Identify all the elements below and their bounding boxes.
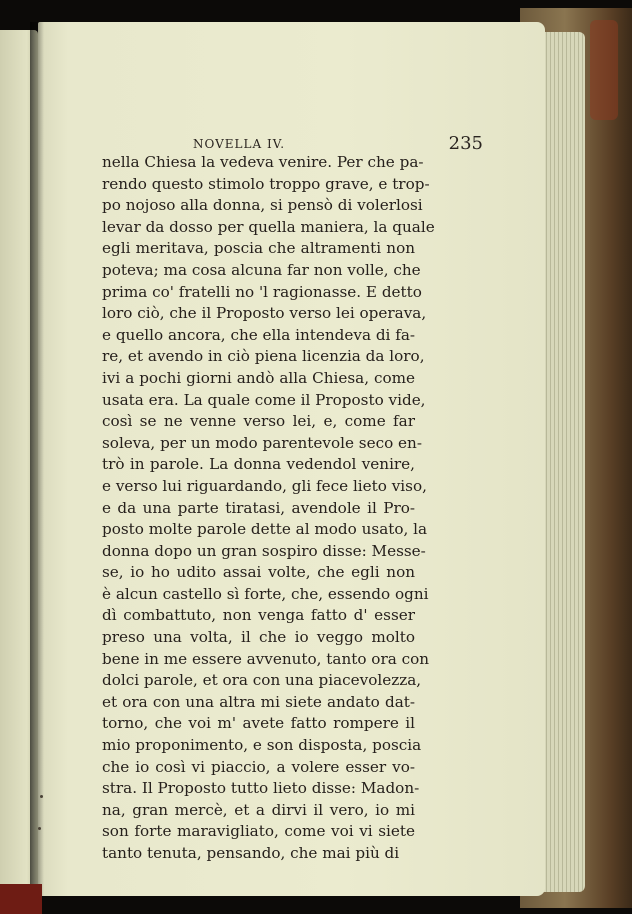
text-line: levar da dosso per quella maniera, la quale — [102, 217, 435, 236]
text-line: prima co' fratelli no 'l ragionasse. E detto — [102, 282, 422, 301]
text-line: rendo questo stimolo troppo grave, e trop- — [102, 174, 430, 193]
text-line: et ora con una altra mi siete andato dat- — [102, 692, 415, 711]
text-line: dolci parole, et ora con una piacevolezza, — [102, 671, 422, 690]
text-line: usata era. La quale come il Proposto vide, — [102, 390, 426, 409]
text-line: torno, che voi m' avete fatto rompere il — [102, 714, 415, 733]
text-line: così se ne venne verso lei, e, come far — [102, 412, 415, 431]
text-line: soleva, per un modo parentevole seco en- — [102, 433, 422, 452]
text-line: e da una parte tiratasi, avendole il Pro- — [102, 498, 415, 517]
text-line: preso una volta, il che io veggo molto — [102, 628, 415, 647]
body-text — [102, 152, 435, 865]
chapter-title: NOVELLA IV. — [193, 137, 286, 151]
text-line: poteva; ma cosa alcuna far non volle, che — [102, 260, 421, 279]
text-line: e verso lui riguardando, gli fece lieto viso, — [102, 476, 427, 495]
text-line: donna dopo un gran sospiro disse: Messe- — [102, 541, 426, 560]
text-line: son forte maravigliato, come voi vi siete — [102, 822, 415, 841]
text-line: stra. Il Proposto tutto lieto disse: Madon- — [102, 779, 420, 798]
text-line: ivi a pochi giorni andò alla Chiesa, come — [102, 368, 415, 387]
text-line: che io così vi piaccio, a volere esser vo- — [102, 757, 415, 776]
gutter-shadow — [30, 22, 44, 897]
page-number: 235 — [448, 133, 483, 154]
text-line: dì combattuto, non venga fatto d' esser — [102, 606, 415, 625]
text-line: egli meritava, poscia che altramenti non — [102, 239, 415, 258]
text-line: e quello ancora, che ella intendeva di fa- — [102, 325, 416, 344]
text-line: trò in parole. La donna vedendol venire, — [102, 455, 415, 474]
text-line: loro ciò, che il Proposto verso lei operava, — [102, 304, 427, 323]
text-line: se, io ho udito assai volte, che egli non — [102, 563, 415, 582]
text-line: tanto tenuta, pensando, che mai più di — [102, 844, 400, 862]
text-line: è alcun castello sì forte, che, essendo ogni — [102, 584, 429, 603]
text-line: mio proponimento, e son disposta, poscia — [102, 736, 422, 755]
cover-stain — [590, 20, 618, 120]
text-line: po nojoso alla donna, si pensò di volerlosi — [102, 196, 423, 215]
red-ribbon-bookmark — [0, 884, 42, 914]
text-line: nella Chiesa la vedeva venire. Per che pa- — [102, 153, 424, 171]
margin-speck — [38, 827, 41, 830]
text-line: re, et avendo in ciò piena licenzia da loro, — [102, 347, 425, 366]
text-line: posto molte parole dette al modo usato, la — [102, 520, 428, 539]
margin-speck — [40, 795, 43, 798]
text-line: na, gran mercè, et a dirvi il vero, io mi — [102, 800, 415, 819]
text-line: bene in me essere avvenuto, tanto ora con — [102, 649, 430, 668]
running-head — [193, 133, 483, 153]
